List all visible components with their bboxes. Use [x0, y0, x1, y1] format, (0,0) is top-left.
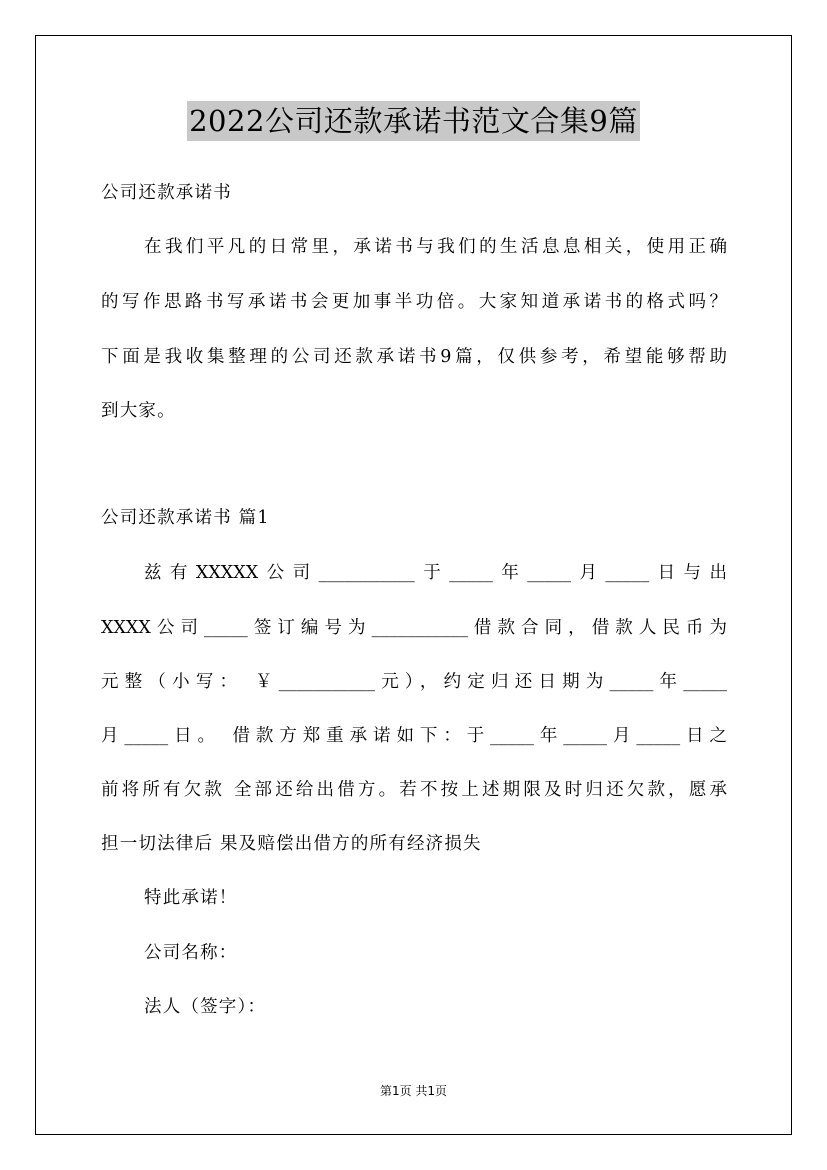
document-heading: 公司还款承诺书	[101, 183, 232, 203]
body-line-2: XXXX公司_____签订编号为___________借款合同，借款人民币为	[101, 618, 727, 638]
document-title: 2022公司还款承诺书范文合集9篇	[187, 101, 640, 141]
legal-person-label: 法人（签字）：	[144, 997, 267, 1017]
page-footer: 第1页 共1页	[379, 1084, 448, 1098]
intro-line-3: 下面是我收集整理的公司还款承诺书9篇，仅供参考，希望能够帮助	[101, 347, 727, 367]
intro-line-1: 在我们平凡的日常里，承诺书与我们的生活息息相关，使用正确	[144, 237, 727, 257]
closing-text: 特此承诺！	[144, 888, 238, 908]
title-container	[0, 101, 827, 141]
section-title: 公司还款承诺书 篇1	[101, 508, 270, 528]
company-name-label: 公司名称：	[144, 943, 238, 963]
body-line-5: 前将所有欠款 全部还给出借方。若不按上述期限及时归还欠款，愿承	[101, 780, 727, 800]
body-line-4: 月_____日。 借款方郑重承诺如下：于_____年_____月_____日之	[101, 726, 727, 746]
body-line-6: 担一切法律后 果及赔偿出借方的所有经济损失	[101, 834, 482, 854]
body-line-1: 兹有XXXXX公司___________于_____年_____月_____日与出	[144, 563, 727, 583]
intro-line-2: 的写作思路书写承诺书会更加事半功倍。大家知道承诺书的格式吗？	[101, 292, 727, 312]
body-line-3: 元整（小写： ￥___________元），约定归还日期为_____年_____	[101, 672, 727, 692]
intro-line-4: 到大家。	[101, 401, 176, 421]
